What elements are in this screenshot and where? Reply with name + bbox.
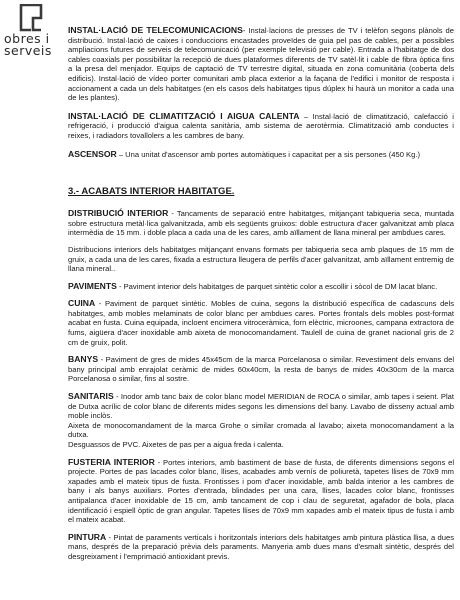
section-text: Paviment interior dels habitatges de parquet sintètic color a escollir i sòcol de DM lacat blanc. (123, 281, 438, 291)
document-body (68, 26, 454, 562)
section-sanitaris: SANITARIS - Inodor amb tanc baix de color blanc model MERIDIAN de ROCA o similar, amb tapes i seient. Plat de Dutxa acrílic de color blanc de diferents mides segons les dimensions del bany. Lavabo de disseny actual amb moble inclòs. Aixeta de monocomandament de la marca Grohe o similar cromada al lavabo; aixeta monocomandament a la dutxa. Desguassos de PVC. Aixetes de pas per a aigua freda i calenta. (68, 391, 455, 449)
section-heading: SANITARIS (68, 391, 114, 402)
section-text: Instal·lació de climatització, calefacció i refrigeració, i producció d'aigua calenta sanitària, amb sistema de aerotèrmia. Climatització amb conductes i reixes, i radiadors tovallolers a les cambres de bany. (68, 111, 454, 140)
logo-emblem-icon (18, 4, 44, 32)
section-text: Una unitat d'ascensor amb portes automàtiques i capacitat per a sis persones (450 Kg.) (125, 149, 420, 159)
section-climatitzacio: INSTAL·LACIÓ DE CLIMATITZACIÓ I AIGUA CALENTA – Instal·lació de climatització, calefacció i refrigeració, i producció d'aigua calenta sanitària, amb sistema de aerotèrmia. Climatització amb conductes i reixes, i radiadors tovallolers a les cambres de bany. (68, 110, 454, 140)
section-cuina: CUINA - Paviment de parquet sintètic. Mobles de cuina, segons la distribució específica de cadascuns dels habitatges, amb mobles melaminats de color blanc per ambdues cares. Portes frontals dels mobles post-format acabat en fusta. Cuina equipada, incloent encimera vitroceràmica, forn elèctric, microones, campana extractora de fums, aigüera d'acer inoxidable amb aixeta de monocomandament. Taulell de cuina de granet nacional gris de 2 cm de gruix, polit. (68, 298, 455, 347)
section-heading: FUSTERIA INTERIOR (68, 456, 155, 467)
section-paviments: PAVIMENTS - Paviment interior dels habitatges de parquet sintètic color a escollir i sòcol de DM lacat blanc. (68, 280, 438, 291)
section-ascensor: ASCENSOR – Una unitat d'ascensor amb portes automàtiques i capacitat per a sis persones (450 Kg.) (68, 148, 420, 159)
section-text: Paviment de gres de mides 45x45cm de la marca Porcelanosa o similar. Revestiment dels envans del bany principal amb enrajolat ceràmic de mides 60x40cm, la resta de banys de mides 40x30cm de la marca Porcelanosa o similar, fins al sostre. (68, 355, 455, 384)
section-heading: CUINA (68, 298, 96, 309)
section-heading: INSTAL·LACIÓ DE CLIMATITZACIÓ I AIGUA CALENTA (68, 110, 300, 121)
company-logo (4, 4, 60, 57)
chapter-title: 3.- ACABATS INTERIOR HABITATGE. (68, 186, 235, 198)
section-text: Tancaments de separació entre habitatges, mitjançant tabiqueria seca, muntada sobre estructura metàl·lica galvanitzada, amb els següents gruixos: doble estructura d'acer galvanitzat amb placa intermèdia de 15 mm. i doble placa a cada una de les cares, amb aïllament de llana mineral per ambdues cares. (68, 209, 454, 238)
section-heading: PAVIMENTS (68, 280, 117, 291)
section-text: Pintat de paraments verticals i horitzontals interiors dels habitatges amb pintura plàstica llisa, a dues mans, després de la preparació prèvia dels paraments. Manyeria amb dues mans d'esmalt sintètic, després del desgreixament i l'emprimació antioxidant previs. (68, 532, 454, 561)
section-text: Instal·lacions de presses de TV i telèfon segons plànols de distribució. Instal·lació de caixes i conduccions encastades proveïdes de guia pel pas de cables, per a possibles ampliacions futures de serveis de telecomunicació (per exemple televisió per cable). Entrada a l'habitatge de dos cables coaxials per possibilitar la recepció de dues plataformes diferents de TV satèl·lit i cable de fibra òptica fins a la presa del menjador. Equips de captació de TV terrestre digital, situada en zona comunitària (coberta dels edificis). Instal·lació de vídeo porter comunitari amb placa exterior a la façana de l'edifici i monitor de resposta i accionament a cada un dels habitatges (en els casos dels habitatges tipus dúplex hi haurà un monitor a cada una de les plantes). (68, 26, 454, 103)
section-text: Desguassos de PVC. Aixetes de pas per a aigua freda i calenta. (68, 440, 284, 449)
section-heading: ASCENSOR (68, 148, 117, 159)
section-fusteria: FUSTERIA INTERIOR - Portes interiors, amb bastiment de base de fusta, de diferents dimensions segons el projecte. Portes de pas lacades color blanc, llises, acabades amb vernís de poliuretà, tapetes llises de 70x9 mm xapades amb el mateix tipus de fusta. Frontisses i pom d'acer inoxidable, amb balda interior a les cambres de bany i als banys auxiliars. Portes d'entrada, blindades per una cara, llises, lacades color blanc, frontisses antipalanca d'acer inoxidable de 15 cm, amb tancament de cop i clau de seguretat, agafador de bola, placa identificació i espiell òptic de gran angular. Tapetes llises de 70x9 mm xapades amb el mateix tipus de fusta i amb el mateix acabat. (68, 456, 455, 525)
section-heading: INSTAL·LACIÓ DE TELECOMUNICACIONS (68, 25, 243, 35)
section-text: Paviment de parquet sintètic. Mobles de cuina, segons la distribució específica de cadascuns dels habitatges, amb mobles melaminats de color blanc per ambdues cares. Portes frontals dels mobles post-format acabat en fusta. Cuina equipada, incloent encimera vitroceràmica, forn elèctric, microones, campana extractora de fums, aigüera d'acer inoxidable amb aixeta de monocomandament. Taulell de cuina de granet nacional gris de 2 cm de gruix, polit. (68, 299, 455, 347)
section-heading: BANYS (68, 354, 99, 365)
section-banys: BANYS - Paviment de gres de mides 45x45cm de la marca Porcelanosa o similar. Revestiment dels envans del bany principal amb enrajolat ceràmic de mides 60x40cm, la resta de banys de mides 40x30cm de la marca Porcelanosa o similar, fins al sostre. (68, 354, 455, 384)
section-text: Distribucions interiors dels habitatges mitjançant envans formats per tabiqueria seca amb plaques de 15 mm de gruix, a cada una de les cares, fixada a estructura lleugera de perfils d'acer galvanitzat, amb aïllament entremig de llana mineral.. (68, 244, 454, 274)
section-text: Inodor amb tanc baix de color blanc model MERIDIAN de ROCA o similar, amb tapes i seient. Plat de Dutxa acrílic de color blanc de diferents mides segons les dimensions del bany. Lavabo de disseny actual amb moble inclòs. (68, 392, 455, 421)
section-telecom: INSTAL·LACIÓ DE TELECOMUNICACIONS- Instal·lacions de presses de TV i telèfon segons plànols de distribució. Instal·lació de caixes i conduccions encastades proveïdes de guia pel pas de cables, per a possibles ampliacions futures de serveis de telecomunicació (per exemple televisió per cable). Entrada a l'habitatge de dos cables coaxials per possibilitar la recepció de dues plataformes diferents de TV satèl·lit i cable de fibra òptica fins a la presa del menjador. Equips de captació de TV terrestre digital, situada en zona comunitària (coberta dels edificis). Instal·lació de vídeo porter comunitari amb placa exterior a la façana de l'edifici i monitor de resposta i accionament a cada un dels habitatges (en els casos dels habitatges tipus dúplex hi haurà un monitor a cada una de les plantes). (68, 25, 454, 103)
section-distribucio: DISTRIBUCIÓ INTERIOR - Tancaments de separació entre habitatges, mitjançant tabiqueria seca, muntada sobre estructura metàl·lica galvanitzada, amb els següents gruixos: doble estructura d'acer galvanitzat amb placa intermèdia de 15 mm. i doble placa a cada una de les cares, amb aïllament de llana mineral per ambdues cares. Distribucions interiors dels habitatges mitjançant envans formats per tabiqueria seca amb plaques de 15 mm de gruix, a cada una de les cares, fixada a estructura lleugera de perfils d'acer galvanitzat, amb aïllament entremig de llana mineral.. (68, 208, 454, 274)
section-heading: DISTRIBUCIÓ INTERIOR (68, 208, 169, 219)
section-pintura: PINTURA - Pintat de paraments verticals i horitzontals interiors dels habitatges amb pintura plàstica llisa, a dues mans, després de la preparació prèvia dels paraments. Manyeria amb dues mans d'esmalt sintètic, després del desgreixament i l'emprimació antioxidant previs. (68, 531, 454, 561)
section-heading: PINTURA (68, 531, 107, 542)
section-text: Aixeta de monocomandament de la marca Grohe o similar cromada al lavabo; aixeta monocomandament a la dutxa. (68, 420, 454, 440)
section-text: Portes interiors, amb bastiment de base de fusta, de diferents dimensions segons el projecte. Portes de pas lacades color blanc, llises, acabades amb vernís de poliuretà, tapetes llises de 70x9 mm xapades amb el mateix tipus de fusta. Frontisses i pom d'acer inoxidable, amb balda interior a les cambres de bany i als banys auxiliars. Portes d'entrada, blindades per una cara, llises, lacades color blanc, frontisses antipalanca d'acer inoxidable de 15 cm, amb tancament de cop i clau de seguretat, agafador de bola, placa identificació i espiell òptic de gran angular. Tapetes llises de 70x9 mm xapades amb el mateix tipus de fusta i amb el mateix acabat. (68, 457, 455, 525)
logo-line-1: obres i (4, 31, 50, 46)
logo-line-2: serveis (4, 43, 52, 58)
